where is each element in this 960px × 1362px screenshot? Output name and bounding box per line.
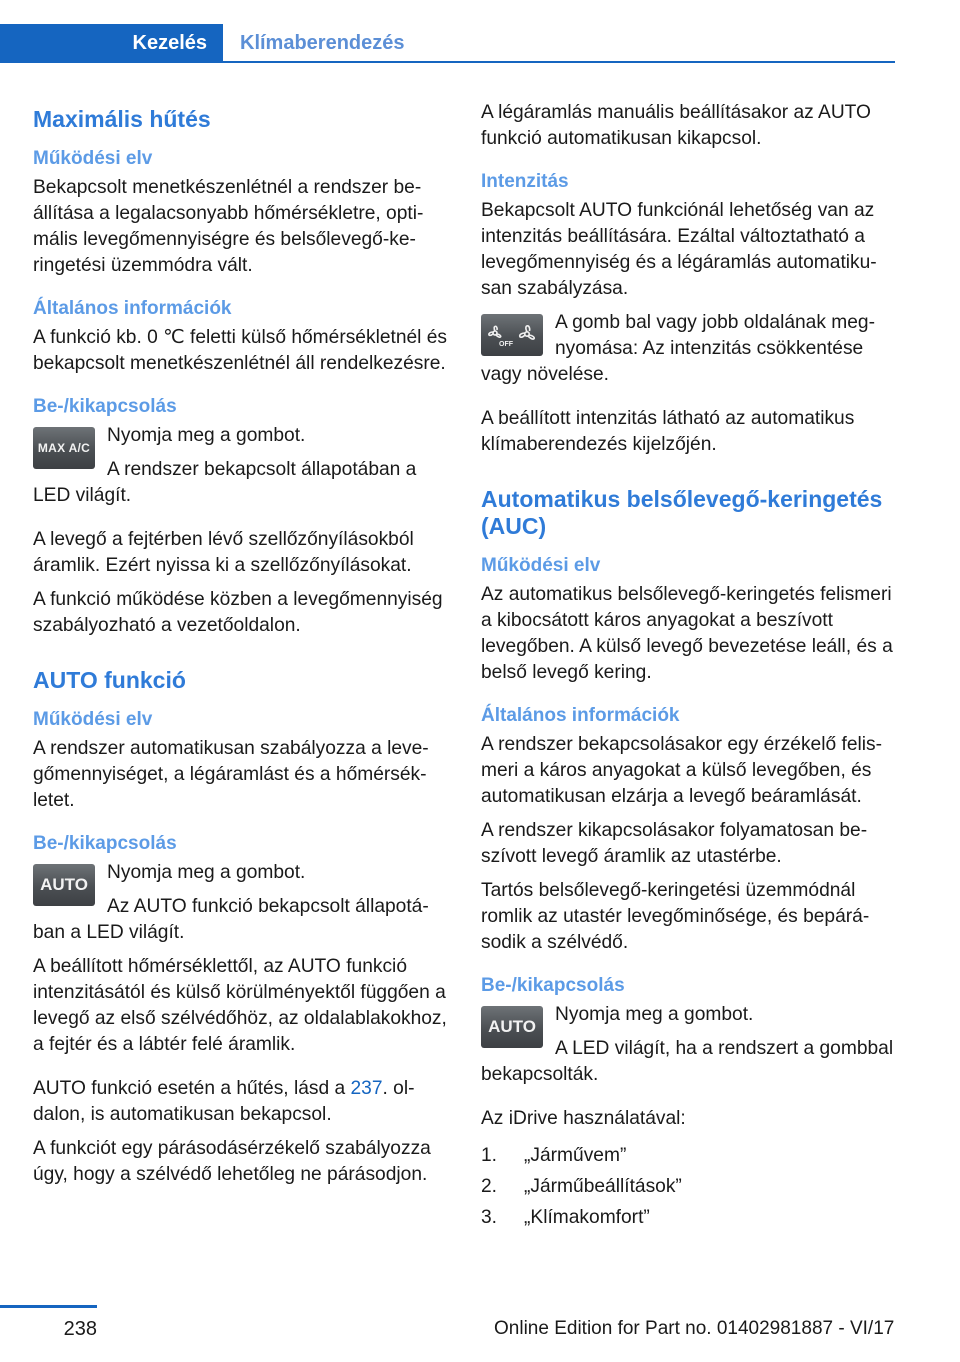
section-tab-chapter: Klímaberendezés [240, 32, 405, 54]
max-ac-air-text: A levegő a fejtérben lévő szellőzőnyílásokból áramlik. Ezért nyissa ki a szellőzőnyílásokat. [33, 529, 414, 576]
auc-general-text-2: A rendszer kikapcsolásakor folyamatosan beszívott levegő áramlik az utastérbe. [481, 820, 868, 867]
max-cooling-onoff-heading: Be-/kikapcsolás [33, 396, 177, 417]
auto-onoff-heading: Be-/kikapcsolás [33, 833, 177, 854]
max-ac-led-text: A rendszer bekapcsolt állapotában a LED világít. [33, 459, 417, 506]
auto-function-title: AUTO funkció [33, 667, 186, 693]
fan-intensity-button-icon [481, 314, 543, 356]
max-ac-instruction [33, 423, 449, 517]
intensity-display-text: A beállított intenzitás látható az automatikus klímaberendezés kijelzőjén. [481, 408, 855, 455]
auto-principle-heading: Működési elv [33, 709, 153, 730]
max-cooling-title: Maximális hűtés [33, 106, 211, 132]
auto-button-icon: AUTO [33, 864, 95, 906]
footer-rule [0, 1305, 97, 1308]
edition-text: Online Edition for Part no. 01402981887 - VI/17 [494, 1318, 895, 1339]
intensity-instruction [481, 310, 897, 396]
left-column [33, 100, 449, 1196]
auc-title: Automatikus belsőlevegő-keringetés (AUC) [481, 486, 883, 539]
auto-fog-text: A funkciót egy párásodásérzékelő szabályozza úgy, hogy a szélvédő lehetőleg ne párásodjon. [33, 1138, 431, 1185]
auc-general-text-1: A rendszer bekapcsolásakor egy érzékelő felismeri a káros anyagokat a külső levegőben, és automatikusan elzárja a levegő beáramlását. [481, 734, 883, 807]
idrive-text: Az iDrive használatával: [481, 1108, 686, 1129]
auc-general-text-3: Tartós belsőlevegő-keringetési üzemmódnál romlik az utastér levegőminősége, és bepárásodik a szélvédő. [481, 880, 870, 953]
auc-instruction [481, 1002, 897, 1096]
page-237-link[interactable]: 237 [350, 1078, 383, 1099]
page-number: 238 [63, 1318, 97, 1340]
off-label: OFF [499, 341, 513, 348]
list-item: 2. „Járműbeállítások” [481, 1176, 682, 1197]
fan-icon [485, 322, 539, 348]
header-rule [0, 61, 895, 63]
max-cooling-principle-text: Bekapcsolt menetkészenlétnél a rendszer beállítása a legalacsonyabb hőmérsékletre, optimális levegőmennyiségre és belsőlevegő-keringetési üzemmódra vált. [33, 177, 424, 276]
list-item: 1. „Járművem” [481, 1145, 627, 1166]
list-item: 3. „Klímakomfort” [481, 1207, 650, 1228]
auto-led-text: Az AUTO funkció bekapcsolt állapotában a LED világít. [33, 896, 429, 943]
auto-press-text: Nyomja meg a gombot. [107, 862, 306, 883]
max-ac-driver-text: A funkció működése közben a levegőmennyiség szabályozható a vezetőoldalon. [33, 589, 443, 636]
auto-cooling-post: . oldalon, is automatikusan bekapcsol. [33, 1078, 415, 1125]
max-ac-press-text: Nyomja meg a gombot. [107, 425, 306, 446]
auc-press-text: Nyomja meg a gombot. [555, 1004, 754, 1025]
auc-onoff-heading: Be-/kikapcsolás [481, 975, 625, 996]
auc-button-icon: AUTO [481, 1006, 543, 1048]
manual-airflow-text: A légáramlás manuális beállításakor az AUTO funkció automatikusan kikapcsol. [481, 102, 871, 149]
page-header [0, 0, 960, 62]
auto-cooling-text [33, 1076, 449, 1128]
max-cooling-principle-heading: Működési elv [33, 148, 153, 169]
max-ac-button-icon: MAX A/C [33, 427, 95, 469]
right-column [481, 100, 897, 1233]
intensity-press-text: A gomb bal vagy jobb oldalának megnyomása: Az intenzitás csökkentése vagy növelése. [481, 312, 875, 385]
auto-cooling-pre: AUTO funkció esetén a hűtés, lásd a [33, 1078, 351, 1099]
auc-led-text: A LED világít, ha a rendszert a gombbal bekapcsolták. [481, 1038, 894, 1085]
max-cooling-general-text: A funkció kb. 0 ℃ feletti külső hőmérsékletnél és bekapcsolt menetkészenlétnél áll rendelkezésre. [33, 327, 448, 374]
auc-principle-heading: Működési elv [481, 555, 601, 576]
auto-instruction [33, 860, 449, 954]
auc-general-heading: Általános információk [481, 705, 680, 726]
auto-flow-text: A beállított hőmérséklettől, az AUTO funkció intenzitásától és külső körülményektől függően a levegő az első szélvédőhöz, az oldalablakokhoz, a fejtér és a lábtér felé áramlik. [33, 956, 447, 1055]
intensity-heading: Intenzitás [481, 171, 569, 192]
max-cooling-general-heading: Általános információk [33, 298, 232, 319]
section-tab-active: Kezelés [0, 24, 223, 62]
idrive-steps [481, 1140, 897, 1233]
intensity-text: Bekapcsolt AUTO funkciónál lehetőség van az intenzitás beállítására. Ezáltal változtatható a levegőmennyiség és a légáramlás automatikusan szabályzása. [481, 200, 877, 299]
auto-principle-text: A rendszer automatikusan szabályozza a levegőmennyiséget, a légáramlást és a hőmérsékletet. [33, 738, 429, 811]
auc-principle-text: Az automatikus belsőlevegő-keringetés felismeri a kibocsátott káros anyagokat a beszívott levegőben. A külső levegő bevezetése leáll, és a belső levegő kering. [481, 584, 893, 683]
